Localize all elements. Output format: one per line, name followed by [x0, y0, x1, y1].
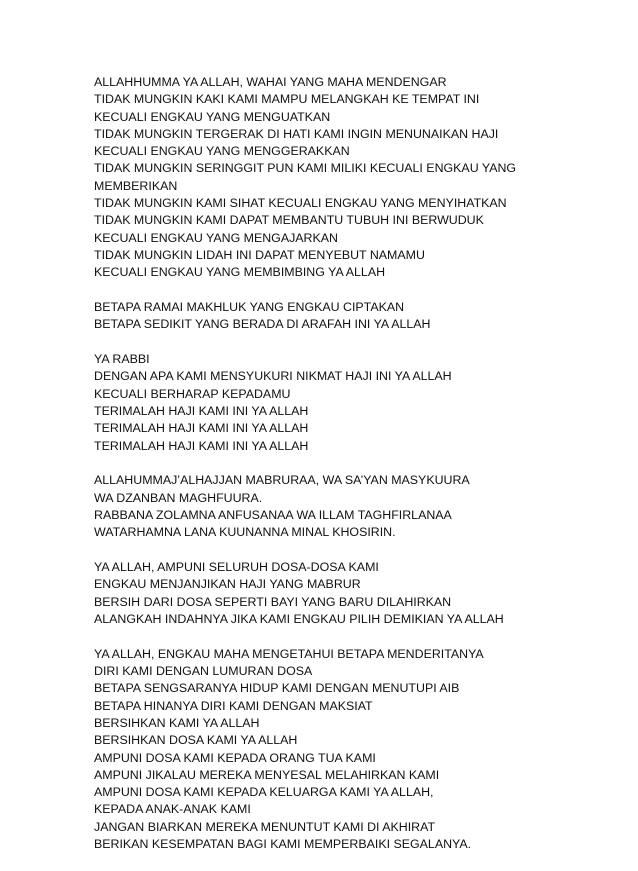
text-line: TIDAK MUNGKIN KAKI KAMI MAMPU MELANGKAH KE TEMPAT INI [94, 92, 480, 107]
text-line: DENGAN APA KAMI MENSYUKURI NIKMAT HAJI INI YA ALLAH [94, 369, 452, 384]
text-line: TIDAK MUNGKIN LIDAH INI DAPAT MENYEBUT NAMAMU [94, 247, 425, 262]
stanza-4 [94, 472, 614, 541]
text-line: BETAPA RAMAI MAKHLUK YANG ENGKAU CIPTAKAN [94, 300, 405, 315]
text-line: KECUALI BERHARAP KEPADAMU [94, 386, 291, 401]
text-line: TERIMALAH HAJI KAMI INI YA ALLAH [94, 404, 309, 419]
text-line: TERIMALAH HAJI KAMI INI YA ALLAH [94, 438, 309, 453]
text-line: ENGKAU MENJANJIKAN HAJI YANG MABRUR [94, 577, 361, 592]
text-line: KECUALI ENGKAU YANG MENGGERAKKAN [94, 144, 350, 159]
text-line: WA DZANBAN MAGHFUURA. [94, 490, 263, 505]
text-line: WATARHAMNA LANA KUUNANNA MINAL KHOSIRIN. [94, 525, 396, 540]
stanza-5 [94, 559, 614, 628]
stanza-2 [94, 299, 614, 334]
text-line: ALANGKAH INDAHNYA JIKA KAMI ENGKAU PILIH DEMIKIAN YA ALLAH [94, 612, 504, 627]
stanza-3 [94, 351, 614, 455]
text-line: YA ALLAH, AMPUNI SELURUH DOSA-DOSA KAMI [94, 560, 379, 575]
text-line: TIDAK MUNGKIN KAMI SIHAT KECUALI ENGKAU YANG MENYIHATKAN [94, 196, 507, 211]
text-line: ALLAHHUMMA YA ALLAH, WAHAI YANG MAHA MENDENGAR [94, 75, 447, 89]
text-line: MEMBERIKAN [94, 178, 178, 193]
text-line: BERSIHKAN DOSA KAMI YA ALLAH [94, 733, 298, 748]
text-line: BERIKAN KESEMPATAN BAGI KAMI MEMPERBAIKI SEGALANYA. [94, 837, 472, 852]
text-line: AMPUNI DOSA KAMI KEPADA KELUARGA KAMI YA ALLAH, [94, 785, 434, 800]
text-line: BETAPA SENGSARANYA HIDUP KAMI DENGAN MENUTUPI AIB [94, 681, 460, 696]
stanza-1 [94, 74, 614, 282]
document-page [94, 74, 614, 871]
text-line: BETAPA SEDIKIT YANG BERADA DI ARAFAH INI YA ALLAH [94, 317, 431, 332]
text-line: RABBANA ZOLAMNA ANFUSANAA WA ILLAM TAGHFIRLANAA [94, 508, 452, 523]
text-line: YA RABBI [94, 352, 150, 367]
text-line: TERIMALAH HAJI KAMI INI YA ALLAH [94, 421, 309, 436]
text-line: TIDAK MUNGKIN SERINGGIT PUN KAMI MILIKI KECUALI ENGKAU YANG [94, 161, 517, 176]
text-line: KEPADA ANAK-ANAK KAMI [94, 802, 251, 817]
text-line: BERSIH DARI DOSA SEPERTI BAYI YANG BARU DILAHIRKAN [94, 594, 452, 609]
text-line: JANGAN BIARKAN MEREKA MENUNTUT KAMI DI AKHIRAT [94, 819, 436, 834]
text-line: KECUALI ENGKAU YANG MENGAJARKAN [94, 230, 338, 245]
stanza-6 [94, 646, 614, 854]
text-line: TIDAK MUNGKIN TERGERAK DI HATI KAMI INGIN MENUNAIKAN HAJI [94, 126, 499, 141]
text-line: AMPUNI DOSA KAMI KEPADA ORANG TUA KAMI [94, 750, 376, 765]
text-line: TIDAK MUNGKIN KAMI DAPAT MEMBANTU TUBUH INI BERWUDUK [94, 213, 484, 228]
text-line: ALLAHUMMAJ’ALHAJJAN MABRURAA, WA SA’YAN MASYKUURA [94, 473, 470, 488]
text-line: KECUALI ENGKAU YANG MEMBIMBING YA ALLAH [94, 265, 386, 280]
text-line: KECUALI ENGKAU YANG MENGUATKAN [94, 109, 331, 124]
text-line: AMPUNI JIKALAU MEREKA MENYESAL MELAHIRKAN KAMI [94, 767, 440, 782]
text-line: DIRI KAMI DENGAN LUMURAN DOSA [94, 664, 313, 679]
text-line: BERSIHKAN KAMI YA ALLAH [94, 716, 260, 730]
text-line: YA ALLAH, ENGKAU MAHA MENGETAHUI BETAPA MENDERITANYA [94, 646, 484, 661]
text-line: BETAPA HINANYA DIRI KAMI DENGAN MAKSIAT [94, 698, 373, 713]
